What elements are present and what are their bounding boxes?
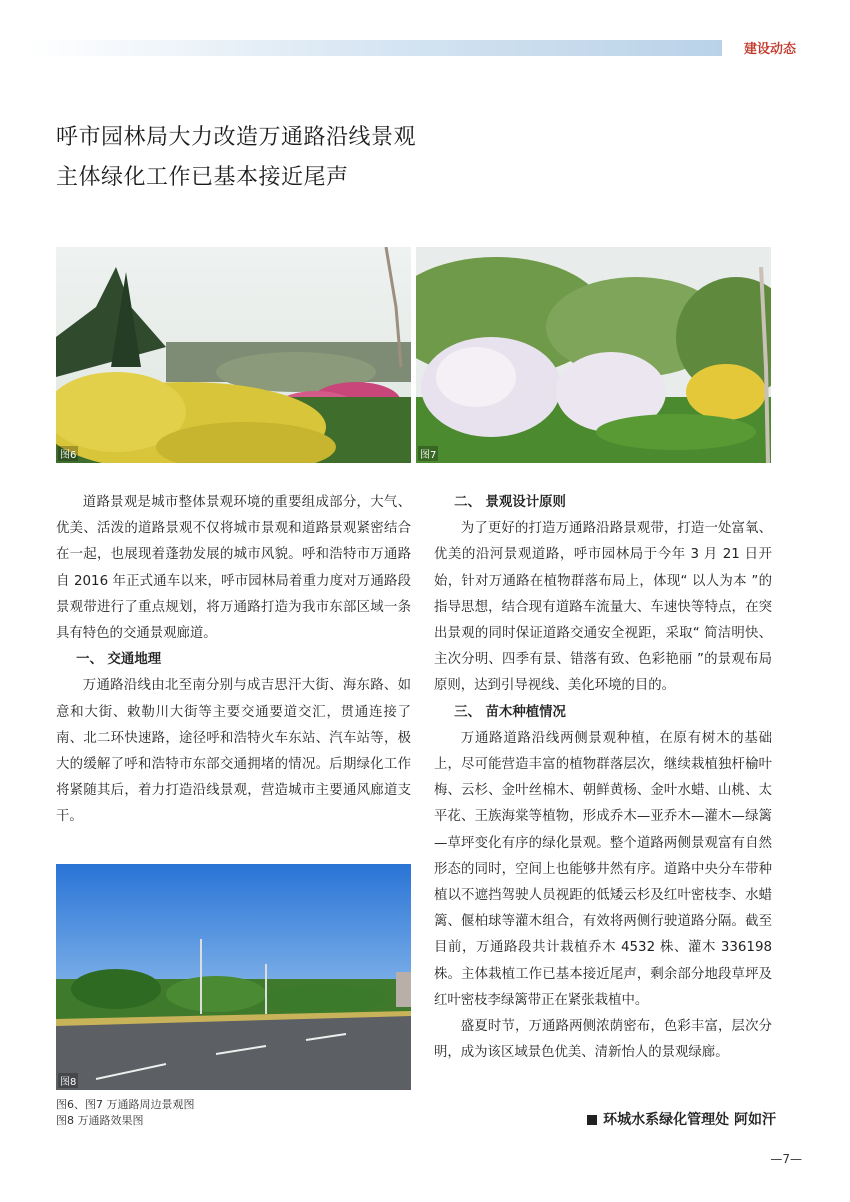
photo-fig8	[56, 864, 411, 1090]
photo-label-fig8: 图8	[58, 1073, 78, 1088]
section-heading-traffic: 一、 交通地理	[76, 652, 162, 668]
left-column	[56, 490, 411, 831]
traffic-paragraph: 万通路沿线由北至南分别与成吉思汗大街、海东路、如意和大街、敕勒川大街等主要交通要道交汇，贯通连接了南、北二环快速路，途径呼和浩特火车东站、汽车站等，极大的缓解了呼和浩特市东部交通拥堵的情况。后期绿化工作将紧随其后，着力打造沿线景观，营造城市主要通风廊道支干。	[56, 678, 411, 825]
author-credit	[587, 1109, 776, 1129]
planting-paragraph: 万通路道路沿线两侧景观种植，在原有树木的基础上，尽可能营造丰富的植物群落层次，继续栽植独杆榆叶梅、云杉、金叶丝棉木、朝鲜黄杨、金叶水蜡、山桃、太平花、王族海棠等植物，形成乔木—亚乔木—灌木—绿篱—草坪变化有序的绿化景观。整个道路两侧景观富有自然形态的同时，空间上也能够井然有序。道路中央分车带种植以不遮挡驾驶人员视距的低矮云杉及红叶密枝李、水蜡篱、偃柏球等灌木组合，有效将两侧行驶道路分隔。截至目前，万通路段共计栽植乔木 4532 株、灌木 336198 株。主体栽植工作已基本接近尾声，剩余部分地段草坪及红叶密枝李绿篱带正在紧张栽植中。	[434, 730, 772, 1008]
article-title-line-1: 呼市园林局大力改造万通路沿线景观	[56, 125, 417, 150]
intro-paragraph: 道路景观是城市整体景观环境的重要组成部分，大气、优美、活泼的道路景观不仅将城市景观和道路景观紧密结合在一起，也展现着蓬勃发展的城市风貌。呼和浩特市万通路自 2016 年正式通车以来，呼市园林局着重力度对万通路段景观带进行了重点规划，将万通路打造为我市东部区域一条具有特色的交通景观廊道。	[56, 495, 411, 642]
photo-fig7	[416, 247, 771, 463]
header-band	[28, 40, 728, 56]
author-text: 环城水系绿化管理处 阿如汗	[603, 1112, 776, 1128]
right-column	[434, 490, 772, 1066]
article-title-line-2: 主体绿化工作已基本接近尾声	[56, 165, 349, 190]
section-heading-planting: 三、 苗木种植情况	[454, 704, 566, 720]
design-paragraph: 为了更好的打造万通路沿路景观带，打造一处富氧、优美的沿河景观道路，呼市园林局于今年 3 月 21 日开始，针对万通路在植物群落布局上，体现“ 以人为本 ”的指导思想，结合现有道路车流量大、车速快等特点，在突出景观的同时保证道路交通安全视距，采取“ 简洁明快、主次分明、四季有景、错落有致、色彩艳丽 ”的景观布局原则，达到引导视线、美化环境的目的。	[434, 521, 772, 694]
caption-line-1: 图6、图7 万通路周边景观图	[56, 1098, 195, 1111]
summer-paragraph: 盛夏时节，万通路两侧浓荫密布，色彩丰富，层次分明，成为该区域景色优美、清新怡人的景观绿廊。	[434, 1019, 772, 1061]
caption-line-2: 图8 万通路效果图	[56, 1114, 144, 1127]
section-tag: 建设动态	[744, 42, 797, 57]
page-number: —7—	[770, 1152, 802, 1166]
photo-label-fig6: 图6	[58, 446, 78, 461]
photo-fig6	[56, 247, 411, 463]
square-bullet-icon	[587, 1115, 597, 1125]
section-heading-design: 二、 景观设计原则	[454, 495, 566, 510]
photo-label-fig7: 图7	[418, 446, 438, 461]
